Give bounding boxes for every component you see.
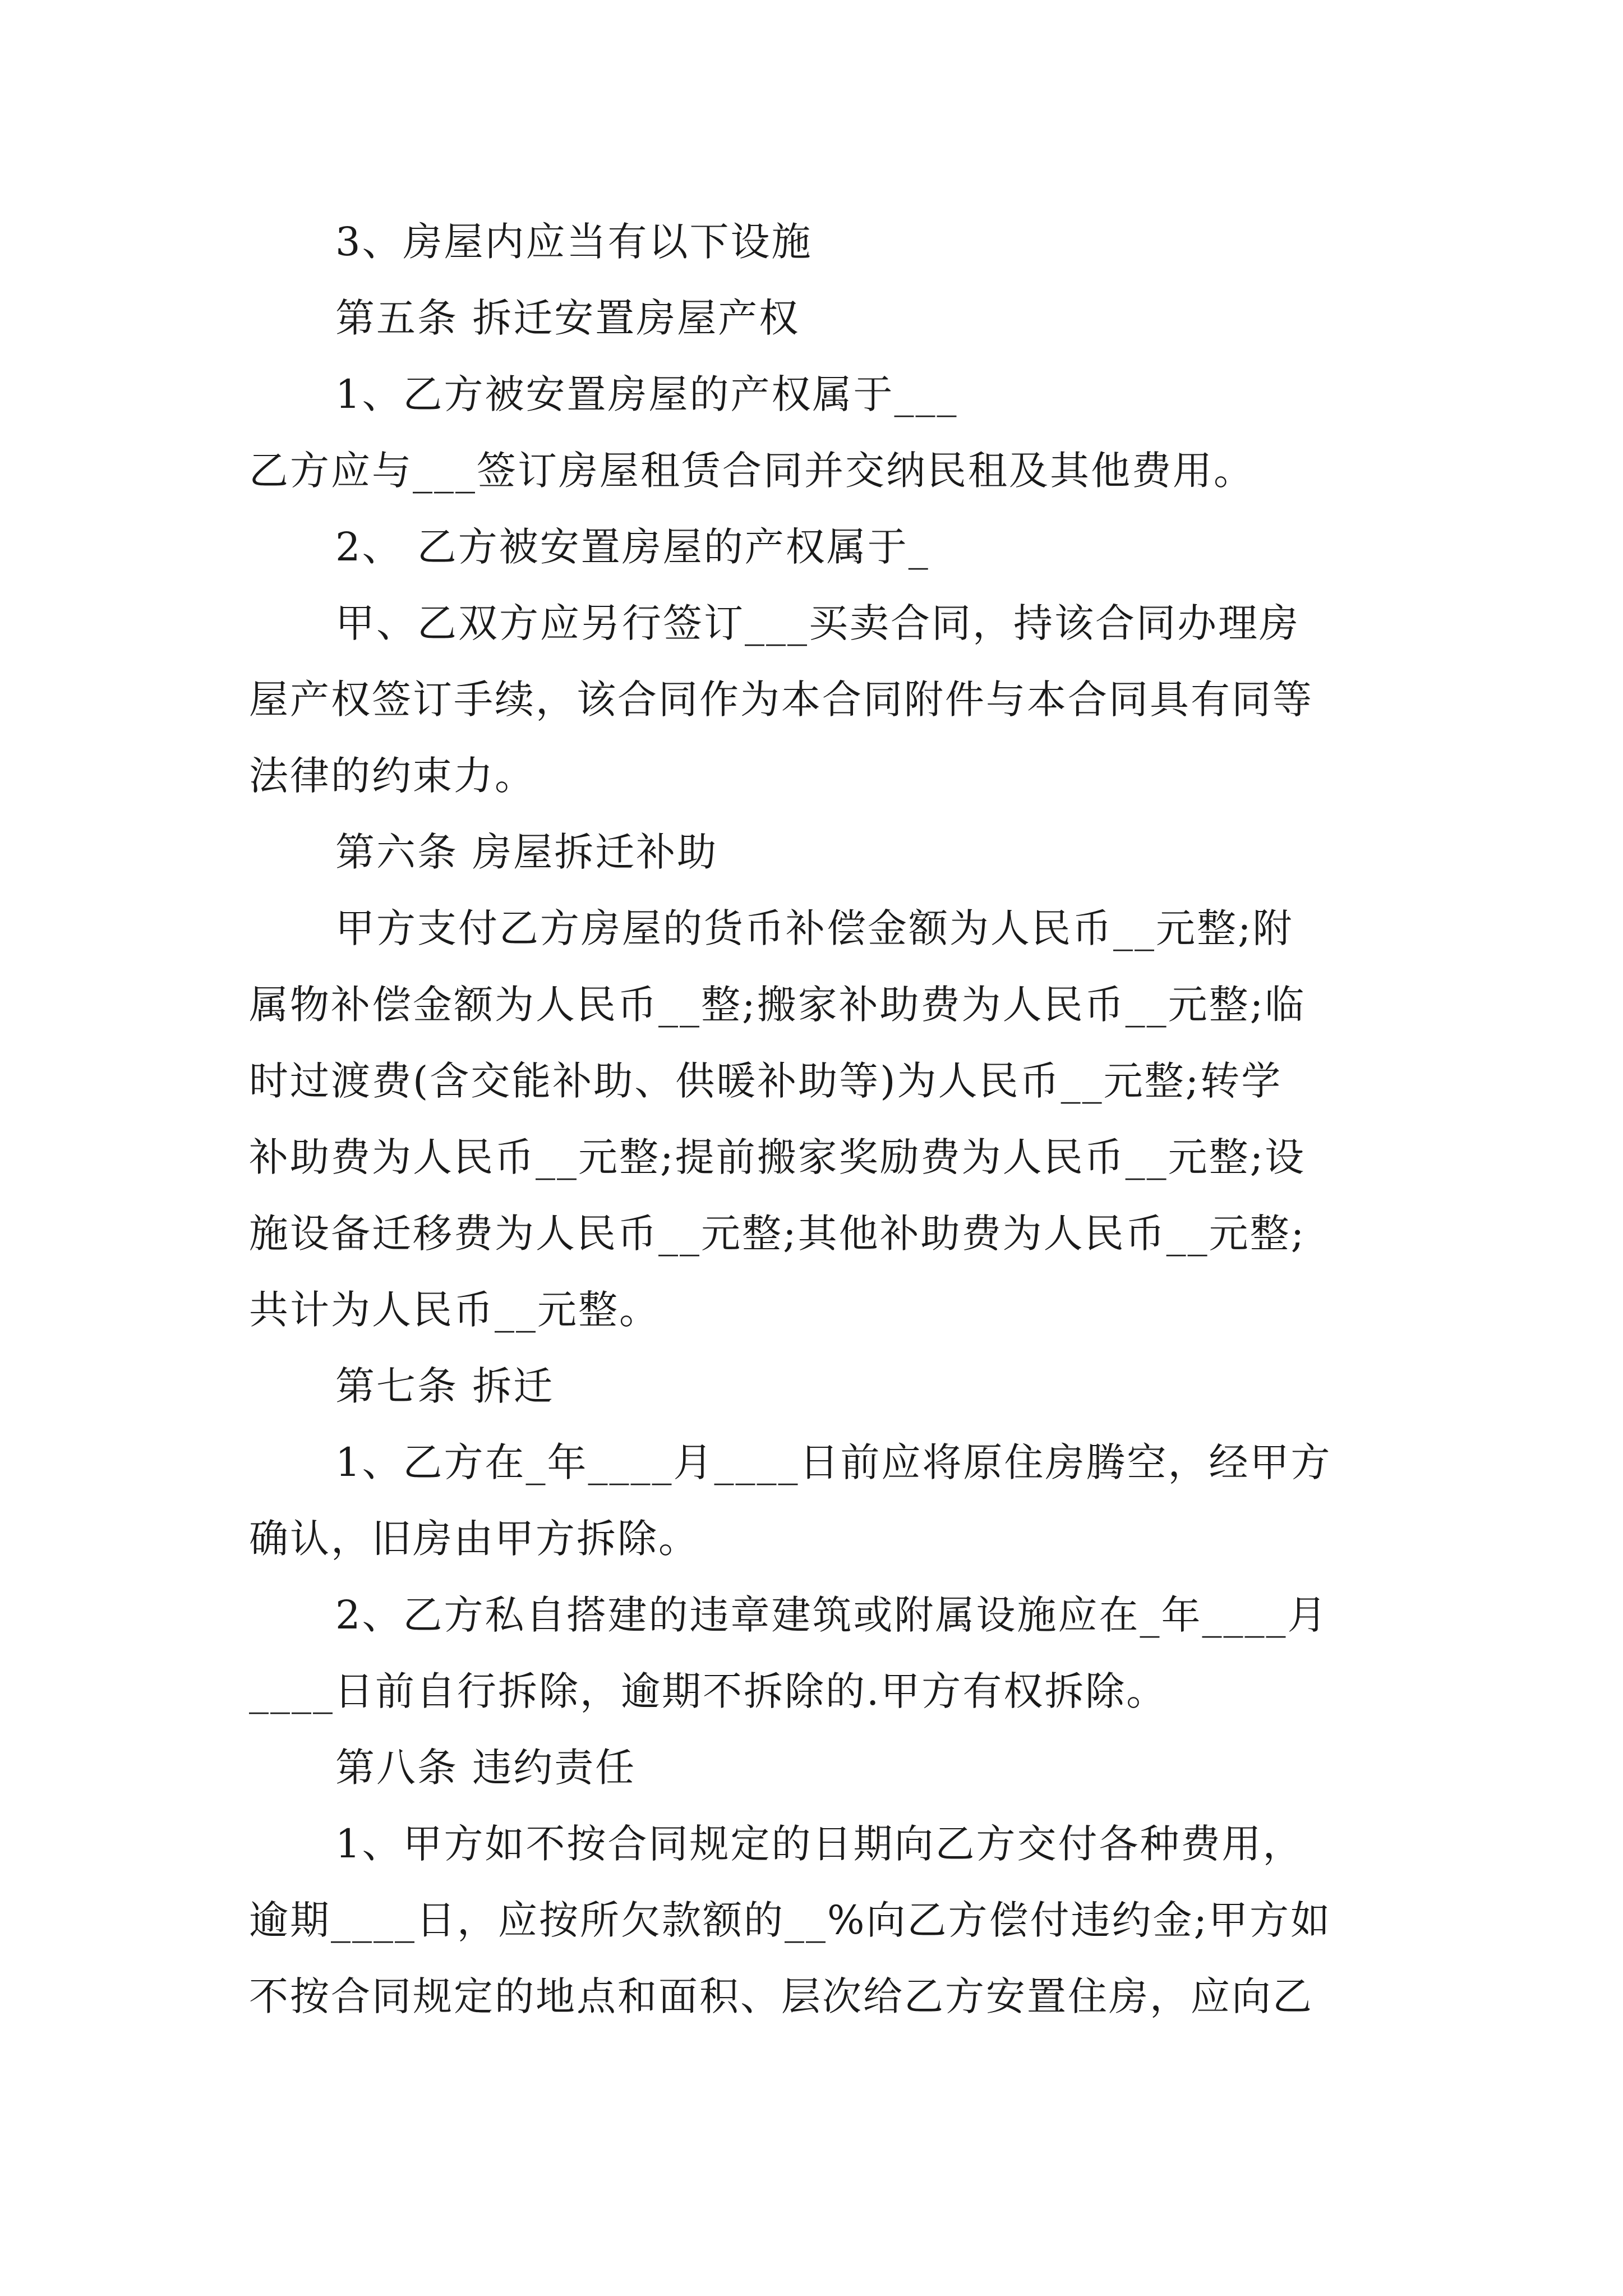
article-6-heading: 第六条 房屋拆迁补助 bbox=[335, 829, 718, 875]
paragraph-line: 1、乙方在_年____月____日前应将原住房腾空，经甲方 bbox=[335, 1439, 1332, 1485]
paragraph-line: 补助费为人民币__元整;提前搬家奖励费为人民币__元整;设 bbox=[249, 1134, 1306, 1180]
clause-lease-contract: 乙方应与___签订房屋租赁合同并交纳民租及其他费用。 bbox=[249, 448, 1255, 494]
paragraph-line: 甲、乙双方应另行签订___买卖合同，持该合同办理房 bbox=[335, 600, 1300, 646]
paragraph-line: 不按合同规定的地点和面积、层次给乙方安置住房，应向乙 bbox=[249, 1973, 1313, 2019]
clause-item-facilities: 3、房屋内应当有以下设施 bbox=[335, 219, 813, 265]
paragraph-line: 逾期____日，应按所欠款额的__%向乙方偿付违约金;甲方如 bbox=[249, 1897, 1332, 1943]
paragraph-line: 共计为人民币__元整。 bbox=[249, 1287, 660, 1333]
paragraph-line: 属物补偿金额为人民币__整;搬家补助费为人民币__元整;临 bbox=[249, 982, 1306, 1028]
clause-item-property-rights-1: 1、乙方被安置房屋的产权属于___ bbox=[335, 371, 958, 417]
paragraph-line: ____日前自行拆除，逾期不拆除的.甲方有权拆除。 bbox=[249, 1668, 1168, 1714]
paragraph-line: 确认，旧房由甲方拆除。 bbox=[249, 1516, 699, 1562]
paragraph-line: 1、甲方如不按合同规定的日期向乙方交付各种费用， bbox=[335, 1821, 1304, 1867]
article-5-heading: 第五条 拆迁安置房屋产权 bbox=[335, 295, 800, 341]
paragraph-line: 屋产权签订手续，该合同作为本合同附件与本合同具有同等 bbox=[249, 677, 1313, 723]
article-8-heading: 第八条 违约责任 bbox=[335, 1745, 637, 1791]
paragraph-line: 施设备迁移费为人民币__元整;其他补助费为人民币__元整; bbox=[249, 1211, 1306, 1257]
paragraph-line: 2、乙方私自搭建的违章建筑或附属设施应在_年____月 bbox=[335, 1592, 1329, 1638]
clause-item-property-rights-2: 2、 乙方被安置房屋的产权属于_ bbox=[335, 524, 930, 570]
paragraph-line: 法律的约束力。 bbox=[249, 753, 536, 799]
paragraph-line: 甲方支付乙方房屋的货币补偿金额为人民币__元整;附 bbox=[335, 905, 1294, 951]
article-7-heading: 第七条 拆迁 bbox=[335, 1363, 555, 1409]
paragraph-line: 时过渡费(含交能补助、供暖补助等)为人民币__元整;转学 bbox=[249, 1058, 1283, 1104]
